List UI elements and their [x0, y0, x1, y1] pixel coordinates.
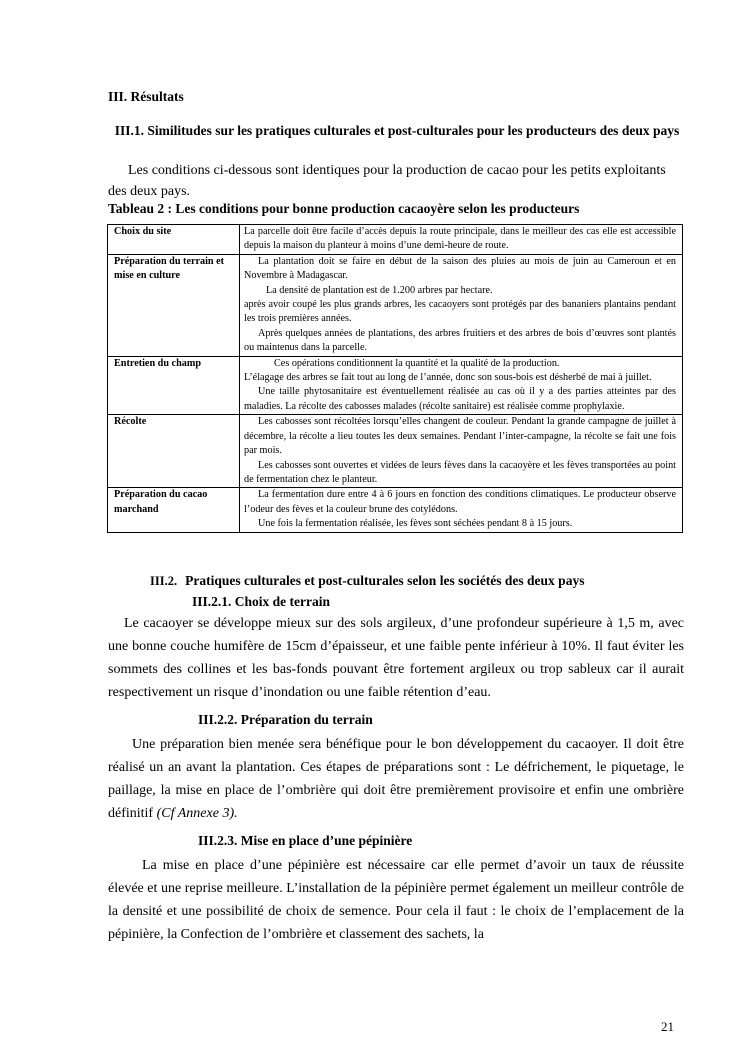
table-row: [108, 356, 683, 415]
row-label: Récolte: [108, 415, 240, 488]
cell-line: Après quelques années de plantations, des arbres fruitiers et des arbres de bois d’œuvres sont plantés ou maintenus dans la parcelle.: [244, 327, 676, 354]
cell-line: Une fois la fermentation réalisée, les fèves sont séchées pendant 8 à 15 jours.: [258, 518, 573, 530]
subsection-title: Pratiques culturales et post-culturales selon les sociétés des deux pays: [185, 573, 585, 588]
subsection-heading-32: [150, 573, 584, 589]
table-caption: Tableau 2 : Les conditions pour bonne production cacaoyère selon les producteurs: [108, 201, 580, 216]
subsection-heading-321: III.2.1. Choix de terrain: [192, 594, 330, 609]
subsection-heading-323: III.2.3. Mise en place d’une pépinière: [198, 833, 413, 848]
cell-line: La densité de plantation est de 1.200 arbres par hectare.: [266, 284, 493, 296]
subsection-heading-322: III.2.2. Préparation du terrain: [198, 712, 373, 727]
annex-reference: (Cf Annexe 3).: [156, 806, 238, 821]
table-row: [108, 254, 683, 356]
cell-line: La fermentation dure entre 4 à 6 jours en fonction des conditions climatiques. Le producteur observe l’odeur des fèves et la couleur brune des cotylédons.: [244, 489, 676, 515]
cell-line: après avoir coupé les plus grands arbres, les cacaoyers sont protégés par des bananiers plantains pendant les trois premières années.: [244, 299, 676, 325]
intro-paragraph: Les conditions ci-dessous sont identiques pour la production de cacao pour les petits exploitants des deux pays.: [108, 163, 666, 199]
paragraph-choix-terrain: Le cacaoyer se développe mieux sur des sols argileux, d’une profondeur supérieure à 1,5 m, avec une bonne couche humifère de 15cm d’épaisseur, et une faible pente inférieur à 10%. Il faut éviter les sommets des collines et les bas-fonds pouvant être fortement argileux ou trop sableux car il aurait respectivement un risque d’inondation ou une faible rétention d’eau.: [108, 616, 684, 700]
cell-line: Ces opérations conditionnent la quantité et la qualité de la production.: [274, 357, 560, 369]
row-label: Entretien du champ: [108, 356, 240, 415]
row-content: [240, 356, 683, 415]
row-label: Préparation du terrain et mise en culture: [108, 254, 240, 356]
paragraph-pepiniere: La mise en place d’une pépinière est nécessaire car elle permet d’avoir un taux de réussite élevée et une reprise meilleure. L’installation de la pépinière permet également un meilleur contrôle de la densité et une possibilité de choix de semence. Pour cela il faut : le choix de l’emplacement de la pépinière, la Confection de l’ombrière et classement des sachets, la: [108, 858, 684, 942]
row-label: Choix du site: [108, 225, 240, 255]
cell-line: La plantation doit se faire en début de la saison des pluies au mois de juin au Cameroun et en Novembre à Madagascar.: [244, 255, 676, 282]
subsection-number: III.2.: [150, 574, 178, 588]
section-heading: III. Résultats: [108, 89, 184, 104]
cell-line: Une taille phytosanitaire est éventuellement réalisée au cas où il y a des parties atteintes par des maladies. La récolte des cabosses malades (récolte sanitaire) est réalisée comme prophylaxie.: [244, 386, 676, 412]
cell-line: Les cabosses sont ouvertes et vidées de leurs fèves dans la cacaoyère et les fèves transportées au point de fermentation chez le planteur.: [244, 459, 676, 485]
row-content: [240, 488, 683, 532]
page-number: 21: [661, 1019, 674, 1034]
row-content: [240, 254, 683, 356]
table-row: [108, 415, 683, 488]
row-content: [240, 415, 683, 488]
paragraph-text: Une préparation bien menée sera bénéfique pour le bon développement du cacaoyer. Il doit être réalisé un an avant la plantation. Ces étapes de préparations sont : Le défrichement, le piquetage, le paillage, la mise en place de l’ombrière qui doit être premièrement provisoire et enfin une ombrière définitif: [108, 737, 684, 821]
row-label: Préparation du cacao marchand: [108, 488, 240, 532]
subsection-heading-311: III.1. Similitudes sur les pratiques culturales et post-culturales pour les producteurs des deux pays: [114, 123, 680, 138]
cell-line: La parcelle doit être facile d’accès depuis la route principale, dans le meilleur des cas elle est accessible depuis la maison du planteur à moins d’une demi-heure de route.: [244, 226, 676, 252]
table-row: [108, 225, 683, 255]
cell-line: L’élagage des arbres se fait tout au long de l’année, donc son sous-bois est désherbé de mai à juillet.: [244, 372, 652, 384]
row-content: [240, 225, 683, 255]
conditions-table: [107, 224, 683, 533]
paragraph-preparation-terrain: [108, 733, 684, 825]
table-row: [108, 488, 683, 532]
cell-line: Les cabosses sont récoltées lorsqu’elles changent de couleur. Pendant la grande campagne de juillet à décembre, la récolte a lieu toutes les deux semaines. Pendant l’inter-campagne, la récolte se fait une fois par mois.: [244, 416, 676, 457]
